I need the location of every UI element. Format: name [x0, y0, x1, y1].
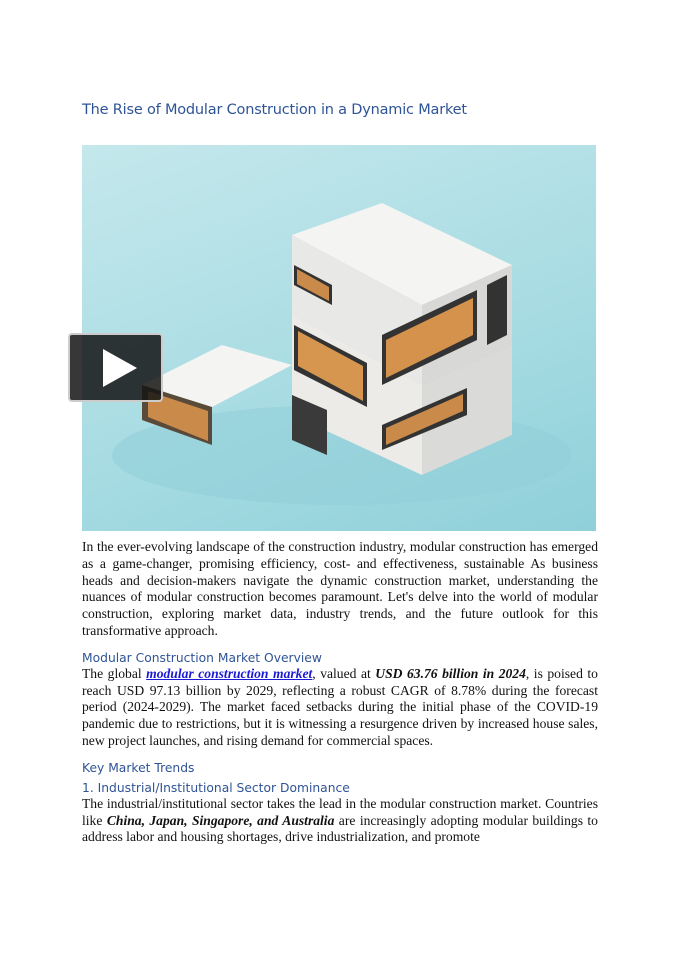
play-icon — [103, 349, 137, 387]
modular-house-image — [82, 145, 596, 531]
intro-overlap-c: sustainable — [463, 555, 525, 571]
intro-paragraph — [82, 539, 598, 640]
intro-rest: understanding the nuances of modular construction becomes paramount. Let's delve into the world of modular construction, exploring market data, industry trends, and the future outlook for this transformative approach. — [82, 572, 598, 638]
overview-heading: Modular Construction Market Overview — [82, 650, 322, 665]
intro-line-1-right: construction has — [458, 539, 548, 554]
intro-line-3: business heads and decision-makers navigate the dynamic construction market, — [82, 555, 598, 588]
market-link[interactable]: modular construction market — [146, 665, 313, 681]
trend-1-heading: 1. Industrial/Institutional Sector Dominance — [82, 780, 350, 795]
market-value: USD 63.76 billion in 2024 — [375, 665, 526, 681]
intro-overlap-b: As — [530, 555, 546, 571]
countries: China, Japan, Singapore, and Australia — [106, 812, 335, 828]
intro-line-1: In the ever-evolving landscape of the construction industry, modular — [82, 539, 456, 554]
play-button[interactable] — [68, 333, 163, 402]
document-body — [82, 100, 598, 846]
trend-1-paragraph — [82, 796, 598, 846]
intro-line-2-right: and — [356, 555, 377, 571]
text: The global — [82, 665, 147, 681]
intro-overlap-a: effectiveness, — [383, 555, 458, 571]
trends-heading: Key Market Trends — [82, 760, 195, 775]
text: , valued at — [312, 665, 376, 681]
text: are increasingly adopting modular buildings to address labor and housing shortages, drive industrialization, and promote — [82, 812, 598, 845]
page-title: The Rise of Modular Construction in a Dynamic Market — [82, 102, 467, 118]
intro-line-2: emerged as a game-changer, promising efficiency, cost- — [82, 539, 598, 571]
text: The industrial/institutional sector takes the lead in the modular construction market. Countries like — [82, 795, 598, 828]
text: , is poised to reach USD 97.13 billion by 2029, reflecting a robust CAGR of 8.78% during the forecast period (2024-2029). The market faced setbacks during the initial phase of the COVID-19 pandemic due to restrictions, but it is witnessing a resurgence driven by increased house sales, new project launches, and rising demand for commercial spaces. — [82, 665, 598, 748]
overview-paragraph — [82, 666, 598, 750]
